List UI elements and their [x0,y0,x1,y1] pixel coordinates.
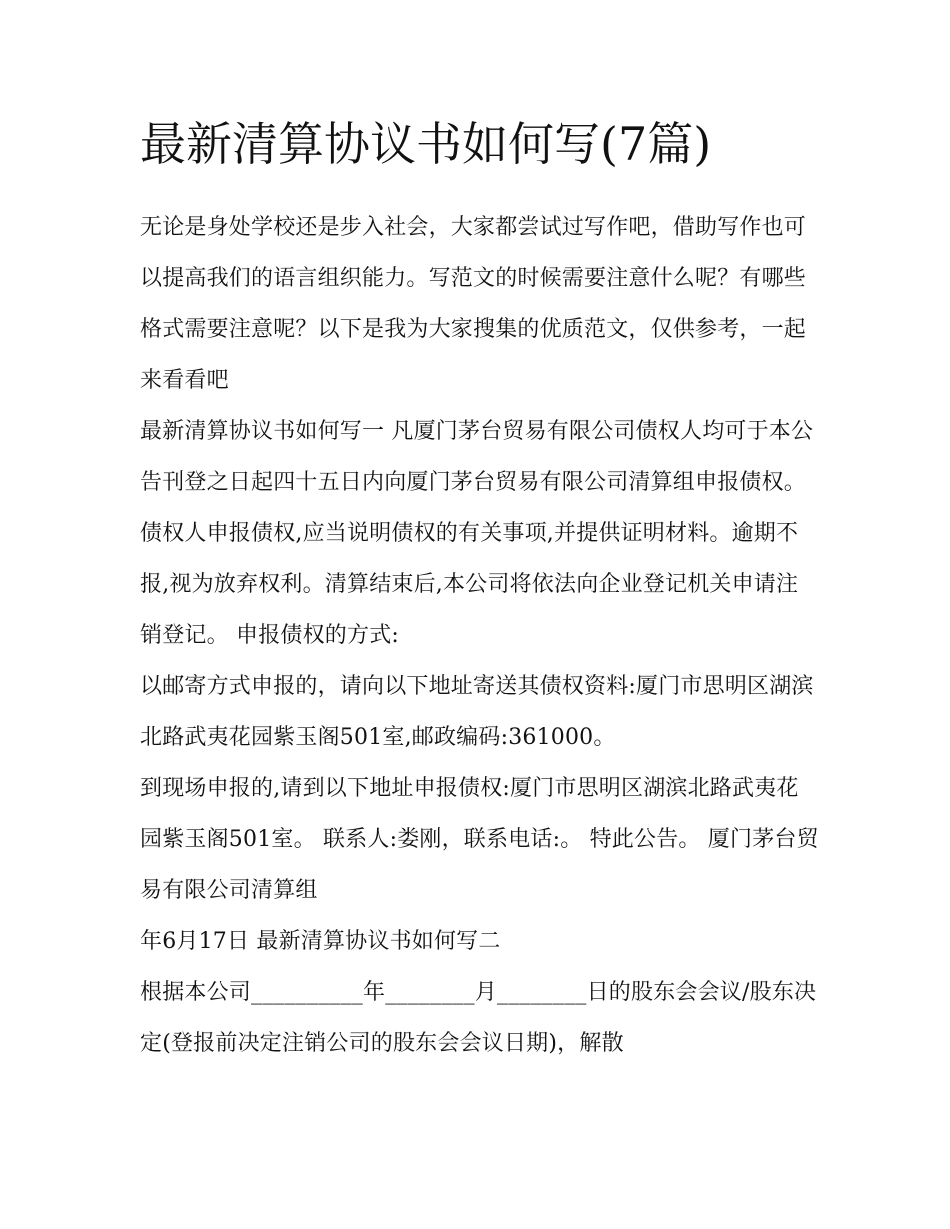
document-title: 最新清算协议书如何写(7篇) [140,117,712,171]
document-body [140,202,820,1069]
paragraph-resolution: 根据本公司__________年________月________日的股东会会议/股东决定(登报前决定注销公司的股东会会议日期)，解散 [140,980,817,1056]
paragraph-section-one: 最新清算协议书如何写一 凡厦门茅台贸易有限公司债权人均可于本公告刊登之日起四十五日内向厦门茅台贸易有限公司清算组申报债权。 [140,419,814,495]
paragraph-claim-requirements: 债权人申报债权,应当说明债权的有关事项,并提供证明材料。逾期不报,视为放弃权利。清算结束后,本公司将依法向企业登记机关申请注销登记。 申报债权的方式: [140,521,799,648]
document-page [140,112,820,1069]
paragraph-date-section-two: 年6月17日 最新清算协议书如何写二 [140,929,501,954]
paragraph-intro: 无论是身处学校还是步入社会，大家都尝试过写作吧，借助写作也可以提高我们的语言组织能力。写范文的时候需要注意什么呢？有哪些格式需要注意呢？以下是我为大家搜集的优质范文，仅供参考，一起来看看吧 [140,215,807,393]
paragraph-onsite-address: 到现场申报的,请到以下地址申报债权:厦门市思明区湖滨北路武夷花园紫玉阁501室。 联系人:娄刚，联系电话:。 特此公告。 厦门茅台贸易有限公司清算组 [140,776,819,903]
paragraph-mail-address: 以邮寄方式申报的，请向以下地址寄送其债权资料:厦门市思明区湖滨北路武夷花园紫玉阁501室,邮政编码:361000。 [140,674,814,750]
